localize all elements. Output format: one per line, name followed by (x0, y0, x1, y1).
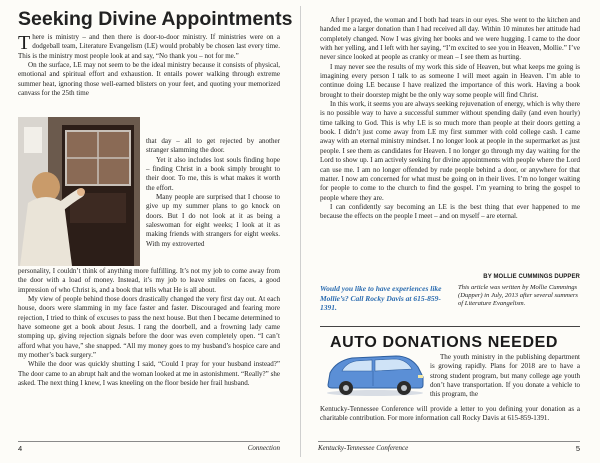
publication-name: Connection (247, 444, 280, 452)
auto-donations-text-continued (320, 405, 580, 424)
paragraph-rejuvenation: In this work, it seems you are always seeking rejuvenation of energy, which is why there is no possible way to have a successful summer without spending daily (and even hourly) time talking to God. This is why LE is so much more than people at their doors getting a book. I didn’t just come away from LE my first summer with cold college cash. I came away with an eternal ministry mindset. I no longer look at people in the supermarket as just people. I see them as candidates for Heaven. I no longer go through my day waiting for the Lord to show up. I am actively seeking for divine appointments with people where the Lord can use me. I am no longer offended by rude people behind a door, or anywhere for that matter. I now am concerned for what must be going on in their lives. I’m no longer waiting for people to come to the church to find the gospel. I’m yearning to bring the gospel to people where they are. (320, 100, 580, 202)
right-footer (318, 441, 580, 451)
paragraph-first-day: My view of people behind those doors drastically changed the very first day out. At each house, doors were slamming in my face faster and faster. Discouraged and fearing more rejection, I tried to think of excuses to pass the next house. But then I became determined to have someone get a book about Jesus. I rang the doorbell, and a frowning lady came stomping up, giving rejection signals before the door was even completely open. “I can’t afford what you have,” she snapped. “All my money goes to my husband’s hospice care and my mother’s back surgery.” (18, 295, 280, 360)
auto-donations-text (430, 353, 580, 400)
paragraph-intro (18, 33, 280, 61)
section-divider (320, 326, 580, 327)
paragraph-personality: personality, I couldn’t think of anything more fulfilling. It’s not my job to come away from the door with a load of money. Instead, it’s my job to leave smiles on faces, a good impression of who Christ is, and a book that tells what He is all about. (18, 267, 280, 294)
intro-rest: here is ministry – and then there is door-to-door ministry. If ministries were on a dodgeball team, Literature Evangelism (LE) would probably be chosen last every time. This is the ministry most people look at and say, “No thank you – not for me.” (18, 33, 280, 60)
right-page (300, 0, 600, 463)
left-footer (18, 441, 280, 451)
paragraph-after-prayer: After I prayed, the woman and I both had tears in our eyes. She went to the kitchen and handed me a larger donation than I had received all day. Within 10 minutes her attitude had completely changed. Now I was giving her books and we were hugging. I came to the door with her yelling, and I left with her saying, “I’m excited to see you in Heaven, Mollie.” I’ve never since looked at people as cranky or mean – I see them as hurting. (320, 16, 580, 62)
intro-text (18, 33, 280, 98)
paragraph-conclusion: I can confidently say becoming an LE is the best thing that ever happened to me because the effects on the people I meet – and on myself – are eternal. (320, 202, 580, 221)
publication-name: Kentucky-Tennessee Conference (318, 444, 409, 452)
author-note: This article was written by Mollie Cummings (Dupper) in July, 2013 after several summers of Literature Evangelism. (458, 284, 578, 308)
paragraph-youth-ministry: The youth ministry in the publishing department is growing rapidly. Plans for 2018 are to have a strong student program, but many college age youth don’t have transportation. If you donate a vehicle to this program, the (430, 353, 580, 399)
paragraph-lost-souls: Yet it also includes lost souls finding hope – finding Christ in a book simply brought to their door. To me, this is what makes it worth the effort. (146, 155, 280, 192)
paragraph-surface: On the surface, LE may not seem to be the ideal ministry because it consists of physical, emotional and spiritual effort and exhaustion. It entails power walking through extreme summer heat, ignoring those well-earned blisters on your feet, and quoting your memorized canvass for the 25th time (18, 61, 280, 98)
paragraph-surface-end: that day – all to get rejected by another stranger slamming the door. (146, 137, 280, 155)
article-photo (18, 117, 140, 266)
page-number: 4 (18, 444, 23, 453)
auto-donations-heading: AUTO DONATIONS NEEDED (330, 334, 559, 351)
author-byline: BY MOLLIE CUMMINGS DUPPER (483, 274, 580, 280)
paragraph-door-shutting: While the door was quickly shutting I said, “Could I pray for your husband instead?” The door came to an abrupt halt and the woman looked at me in astonishment. “Really?” she asked. The next thing I knew, I was kneeling on the floor beside her frail husband. (18, 360, 280, 388)
article-title: Seeking Divine Appointments (18, 8, 293, 30)
lower-text (18, 267, 280, 388)
page-number: 5 (575, 444, 580, 453)
car-illustration (322, 351, 428, 397)
blue-minivan-illustration (322, 351, 428, 397)
paragraph-summer-plans: Many people are surprised that I choose to give up my summer plans to go knock on doors. But I do not look at it as being a saleswoman for eight weeks; I look at it as making friends with strangers for eight weeks. With my extroverted (146, 193, 280, 248)
paragraph-heaven: I may never see the results of my work this side of Heaven, but what keeps me going is imagining every person I talk to as someone I will meet again in Heaven. I’m able to continue doing LE because I have realized the importance of this work. Having a book brought to their doorstep might be the only way some people will find Christ. (320, 62, 580, 99)
continued-text (320, 16, 580, 222)
paragraph-contact: Kentucky-Tennessee Conference will provide a letter to you defining your donation as a charitable contribution. For more information call Rocky Davis at 615-859-1391. (320, 405, 580, 423)
call-to-action: Would you like to have experiences like Mollie’s? Call Rocky Davis at 615-859-1391. (320, 284, 442, 313)
wrap-column (146, 137, 280, 249)
girl-knocking-on-door-photo (18, 117, 140, 266)
drop-cap: T (18, 32, 31, 54)
